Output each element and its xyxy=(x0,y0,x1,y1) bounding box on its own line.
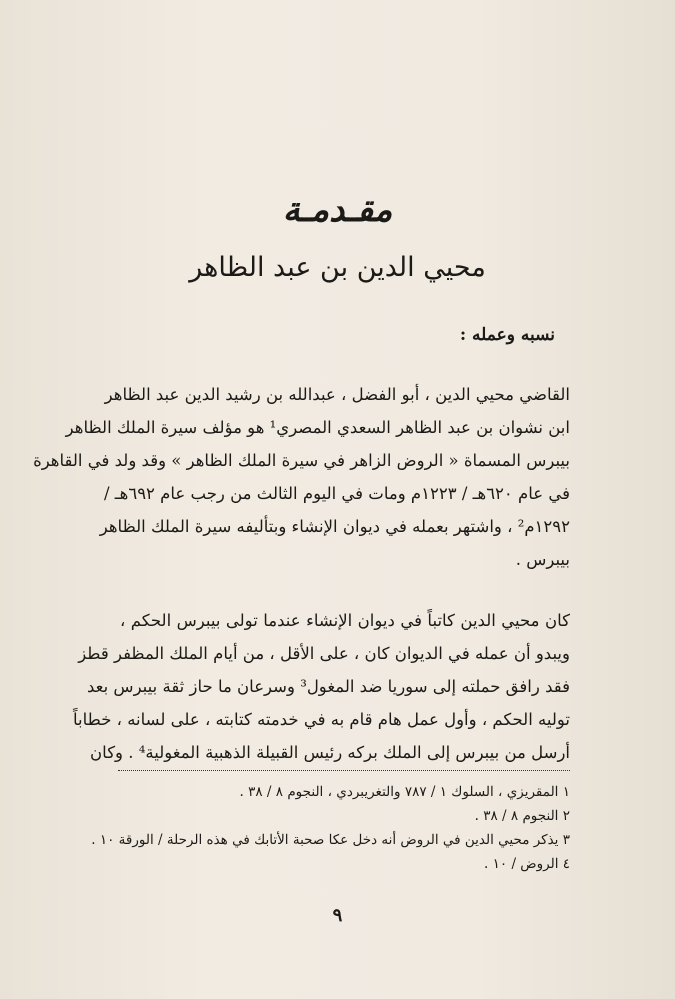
footnote: ٤ الروض / ١٠ . xyxy=(484,856,570,872)
footnote: ٢ النجوم ٨ / ٣٨ . xyxy=(474,808,570,824)
paragraph-line: ويبدو أن عمله في الديوان كان ، على الأقل ، من أيام الملك المظفر قطز xyxy=(78,644,570,663)
paragraph-2 xyxy=(73,604,570,769)
bleed-through-text xyxy=(360,86,640,120)
subsection-label: نسبه وعمله : xyxy=(459,325,555,345)
paragraph-line: كان محيي الدين كاتباً في ديوان الإنشاء عندما تولى بيبرس الحكم ، xyxy=(120,611,570,630)
paragraph-line: فقد رافق حملته إلى سوريا ضد المغول³ وسرعان ما حاز ثقة بيبرس بعد xyxy=(86,677,570,696)
paragraph-1 xyxy=(33,378,570,576)
footnote: ١ المقريزي ، السلوك ١ / ٧٨٧ والتغريبردي ، النجوم ٨ / ٣٨ . xyxy=(239,784,570,800)
footnotes xyxy=(91,780,570,876)
section-title: محيي الدين بن عبد الظاهر xyxy=(189,252,486,283)
footnote: ٣ يذكر محيي الدين في الروض أنه دخل عكا صحبة الأتابك في هذه الرحلة / الورقة ١٠ . xyxy=(91,832,570,848)
page-heading: مقـدمـة xyxy=(282,190,393,230)
paragraph-line: توليه الحكم ، وأول عمل هام قام به في خدمته كتابته ، على لسانه ، خطاباً xyxy=(73,710,570,729)
paragraph-line: في عام ٦٢٠هـ / ١٢٢٣م ومات في اليوم الثالث من رجب عام ٦٩٢هـ / xyxy=(103,484,570,503)
paragraph-line: ابن نشوان بن عبد الظاهر السعدي المصري¹ هو مؤلف سيرة الملك الظاهر xyxy=(65,418,570,437)
paragraph-line: ١٢٩٢م² ، واشتهر بعمله في ديوان الإنشاء وبتأليفه سيرة الملك الظاهر xyxy=(99,517,570,536)
footnote-divider xyxy=(118,770,570,771)
paragraph-line: بيبرس . xyxy=(515,550,570,569)
paragraph-line: أرسل من بيبرس إلى الملك بركه رئيس القبيلة الذهبية المغولية⁴ . وكان xyxy=(90,743,570,762)
paragraph-line: بيبرس المسماة « الروض الزاهر في سيرة الملك الظاهر » وقد ولد في القاهرة xyxy=(33,451,570,470)
page-number: ٩ xyxy=(332,905,343,926)
paragraph-line: القاضي محيي الدين ، أبو الفضل ، عبدالله بن رشيد الدين عبد الظاهر xyxy=(104,385,570,404)
